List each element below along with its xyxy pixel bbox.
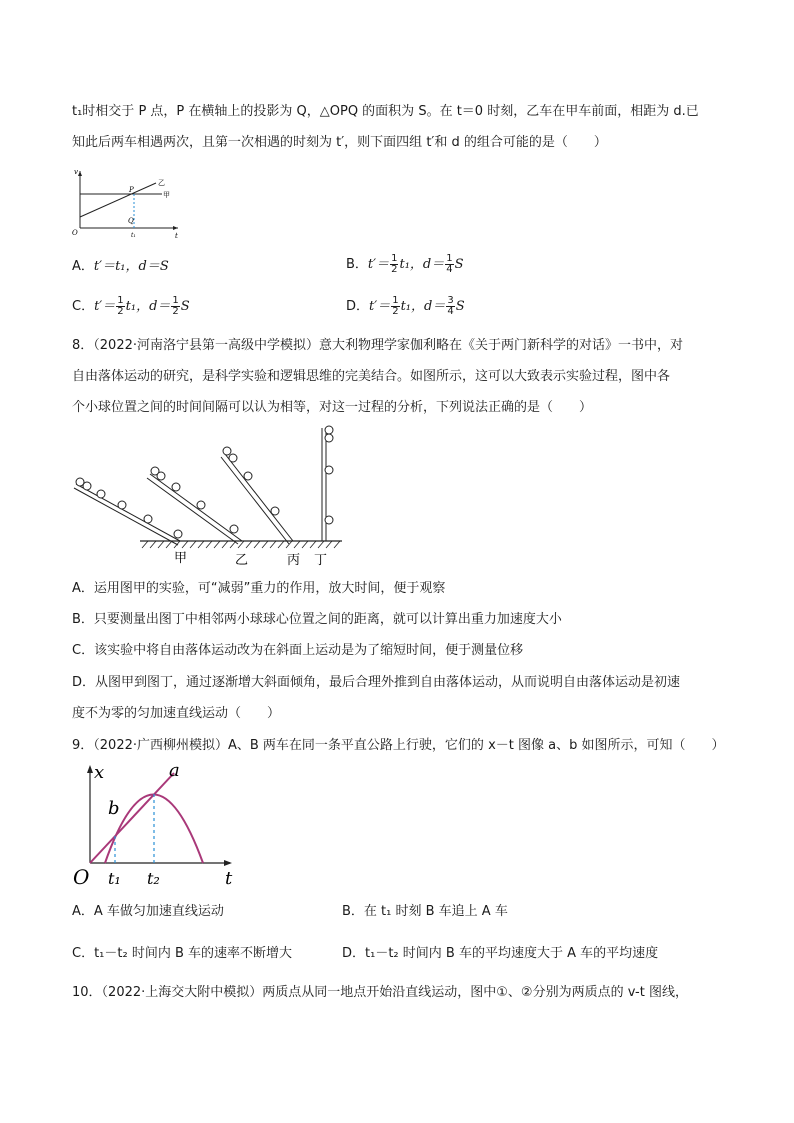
q9-text-line-1: 9．（2022·广西柳州模拟）A、B 两车在同一条平直公路上行驶，它们的 x－t 图像 a、b 如图所示，可知（ ）	[72, 738, 725, 753]
q7-point-q: Q	[128, 217, 134, 225]
q9-axis-x: x	[94, 762, 105, 783]
q7-option-a: A．t′＝t₁，d＝S	[72, 259, 169, 274]
label-ding: 丁	[314, 553, 328, 568]
q8-text-line-2: 自由落体运动的研究，是科学实验和逻辑思维的完美结合。如图所示，这可以大致表示实验过程，图中各	[72, 369, 671, 384]
label-bing: 丙	[287, 553, 301, 568]
q8-text-line-3: 个小球位置之间的时间间隔可以认为相等，对这一过程的分析，下列说法正确的是（ ）	[72, 400, 593, 415]
q9-line-a	[90, 773, 174, 863]
q9-xt-graph	[70, 760, 245, 890]
q7-label-yi: 乙	[158, 179, 165, 187]
q7-option-b: B．t′＝ $\frac{1}{2}$ t₁，d＝ $\frac{1}{4}$ S	[346, 253, 464, 275]
q7-option-c: C．t′＝ $\frac{1}{2}$ t₁，d＝ $\frac{1}{2}$ S	[72, 295, 190, 317]
q9-origin: O	[73, 865, 90, 889]
q7-axis-v: v	[74, 168, 78, 176]
incline-yi	[147, 467, 242, 544]
incline-jia	[74, 478, 182, 545]
q8-option-d-line-2: 度不为零的匀加速直线运动（ ）	[72, 706, 281, 721]
q8-text-line-1: 8．（2022·河南洛宁县第一高级中学模拟）意大利物理学家伽利略在《关于两门新科学的对话》一书中，对	[72, 338, 683, 353]
q7-option-d: D．t′＝ $\frac{1}{2}$ t₁，d＝ $\frac{3}{4}$ S	[346, 295, 465, 317]
q8-option-b: B．只要测量出图丁中相邻两小球球心位置之间的距离，就可以计算出重力加速度大小	[72, 612, 562, 627]
incline-ding	[322, 426, 333, 541]
q9-label-t1: t₁	[108, 869, 121, 888]
q7-t1-label: t₁	[131, 232, 136, 239]
q9-option-a: A．A 车做匀加速直线运动	[72, 904, 224, 919]
q7-text-line-2: 知此后两车相遇两次，且第一次相遇的时刻为 t′，则下面四组 t′和 d 的组合可能的是（ ）	[72, 135, 607, 150]
q7-vt-graph	[70, 165, 185, 243]
q8-option-c: C．该实验中将自由落体运动改为在斜面上运动是为了缩短时间，便于测量位移	[72, 643, 524, 658]
q7-line-yi	[80, 183, 156, 217]
q8-option-a: A．运用图甲的实验，可“减弱”重力的作用，放大时间，便于观察	[72, 581, 446, 596]
q9-option-b: B．在 t₁ 时刻 B 车追上 A 车	[342, 904, 508, 919]
q7-point-p: P	[129, 186, 134, 194]
q9-axis-t: t	[225, 868, 233, 889]
label-jia: 甲	[174, 551, 188, 566]
q7-origin: O	[72, 229, 78, 237]
label-yi: 乙	[235, 553, 249, 568]
q7-label-jia: 甲	[163, 191, 170, 199]
q9-curve-b	[105, 795, 203, 864]
q10-text-line-1: 10．（2022·上海交大附中模拟）两质点从同一地点开始沿直线运动，图中①、②分别为两质点的 v-t 图线，	[72, 985, 688, 1000]
q7-text-line-1: t₁时相交于 P 点，P 在横轴上的投影为 Q，△OPQ 的面积为 S。在 t＝0 时刻，乙车在甲车前面，相距为 d.已	[72, 104, 699, 119]
q9-label-t2: t₂	[147, 869, 160, 888]
q9-option-d: D．t₁－t₂ 时间内 B 车的平均速度大于 A 车的平均速度	[342, 946, 659, 961]
q9-label-a: a	[169, 760, 180, 781]
q8-option-d-line-1: D．从图甲到图丁，通过逐渐增大斜面倾角，最后合理外推到自由落体运动，从而说明自由落体运动是初速	[72, 675, 681, 690]
q7-axis-t: t	[175, 232, 178, 240]
q9-label-b: b	[108, 798, 120, 819]
q8-galileo-figure	[70, 424, 350, 570]
q9-option-c: C．t₁－t₂ 时间内 B 车的速率不断增大	[72, 946, 293, 961]
